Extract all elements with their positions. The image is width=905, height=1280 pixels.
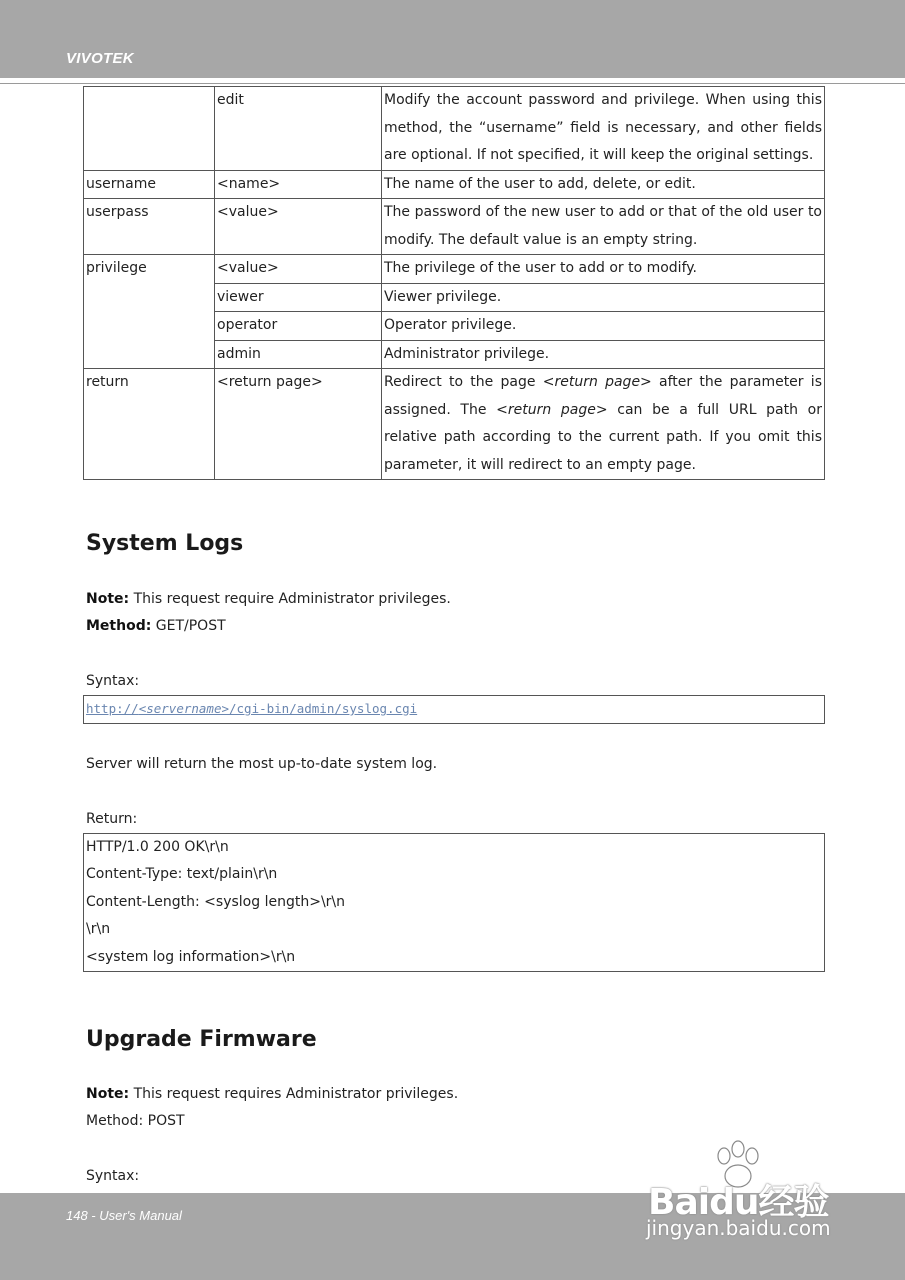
- method-line: Method: POST: [86, 1113, 185, 1129]
- watermark-logo-text: Baidu经验: [648, 1182, 829, 1223]
- syntax-label: Syntax:: [86, 1168, 140, 1184]
- return-line: <system log information>\r\n: [86, 948, 296, 965]
- table-cell: Administrator privilege.: [382, 340, 825, 369]
- table-cell: username: [84, 170, 215, 199]
- table-cell: The privilege of the user to add or to modify.: [382, 255, 825, 284]
- return-line: \r\n: [86, 921, 111, 938]
- return-desc-part: can be a full URL path or relative path according to the current path. If you omit this parameter, it will redirect to an empty page.: [384, 401, 822, 473]
- method-line: [86, 618, 226, 634]
- table-cell: The password of the new user to add or that of the old user to modify. The default value is an empty string.: [382, 199, 825, 255]
- note-text: This request requires Administrator privileges.: [129, 1086, 459, 1102]
- table-cell: [382, 369, 825, 480]
- return-page-term: <return page>: [542, 374, 652, 390]
- table-cell: return: [84, 369, 215, 480]
- syntax-box: [83, 695, 825, 724]
- return-box: [83, 833, 825, 972]
- method-text: GET/POST: [151, 618, 226, 634]
- url-path: /cgi-bin/admin/syslog.cgi: [229, 701, 418, 716]
- table-row: [84, 199, 825, 255]
- table-cell: <return page>: [215, 369, 382, 480]
- return-page-term: <return page>: [496, 401, 608, 418]
- note-text: This request require Administrator privileges.: [129, 591, 451, 607]
- table-row: [84, 255, 825, 284]
- table-cell: The name of the user to add, delete, or edit.: [382, 170, 825, 199]
- url-server: <servername>: [138, 701, 229, 716]
- syslog-url-link[interactable]: [84, 701, 417, 716]
- section-title-upgrade-firmware: Upgrade Firmware: [86, 1027, 317, 1052]
- table-cell: <value>: [215, 199, 382, 255]
- table-cell: <name>: [215, 170, 382, 199]
- section-title-system-logs: System Logs: [86, 531, 244, 556]
- watermark-url-text: jingyan.baidu.com: [646, 1216, 831, 1240]
- parameter-table: [83, 86, 825, 480]
- table-cell: viewer: [215, 283, 382, 312]
- table-row: [84, 369, 825, 480]
- return-desc-part: Redirect to the page: [384, 374, 543, 390]
- return-line: Content-Type: text/plain\r\n: [86, 866, 278, 883]
- table-cell: userpass: [84, 199, 215, 255]
- table-cell: edit: [215, 87, 382, 171]
- table-row: [84, 170, 825, 199]
- url-prefix: http://: [86, 701, 139, 716]
- brand-logo: VIVOTEK: [66, 50, 134, 67]
- return-line: Content-Length: <syslog length>\r\n: [86, 893, 345, 910]
- note-line: [86, 1086, 458, 1102]
- baidu-watermark: [640, 1140, 860, 1250]
- table-cell: operator: [215, 312, 382, 341]
- table-cell: Operator privilege.: [382, 312, 825, 341]
- table-cell: admin: [215, 340, 382, 369]
- note-line: [86, 591, 451, 607]
- server-return-text: Server will return the most up-to-date system log.: [86, 756, 438, 772]
- table-cell: [84, 87, 215, 171]
- page-header: [0, 0, 905, 78]
- table-cell: privilege: [84, 255, 215, 369]
- return-desc-part: after the parameter is assigned. The: [384, 374, 822, 418]
- table-cell: Viewer privilege.: [382, 283, 825, 312]
- note-label: Note:: [86, 1086, 130, 1102]
- syntax-label: Syntax:: [86, 673, 140, 689]
- return-line: HTTP/1.0 200 OK\r\n: [86, 839, 229, 855]
- page-number-label: 148 - User's Manual: [66, 1208, 182, 1223]
- return-label: Return:: [86, 811, 138, 827]
- note-label: Note:: [86, 591, 130, 607]
- header-divider: [0, 83, 905, 84]
- table-cell: Modify the account password and privilege. When using this method, the “username” field is necessary, and other fields are optional. If not specified, it will keep the original settings.: [382, 87, 825, 171]
- table-row: [84, 87, 825, 171]
- method-label: Method:: [86, 618, 152, 634]
- table-cell: <value>: [215, 255, 382, 284]
